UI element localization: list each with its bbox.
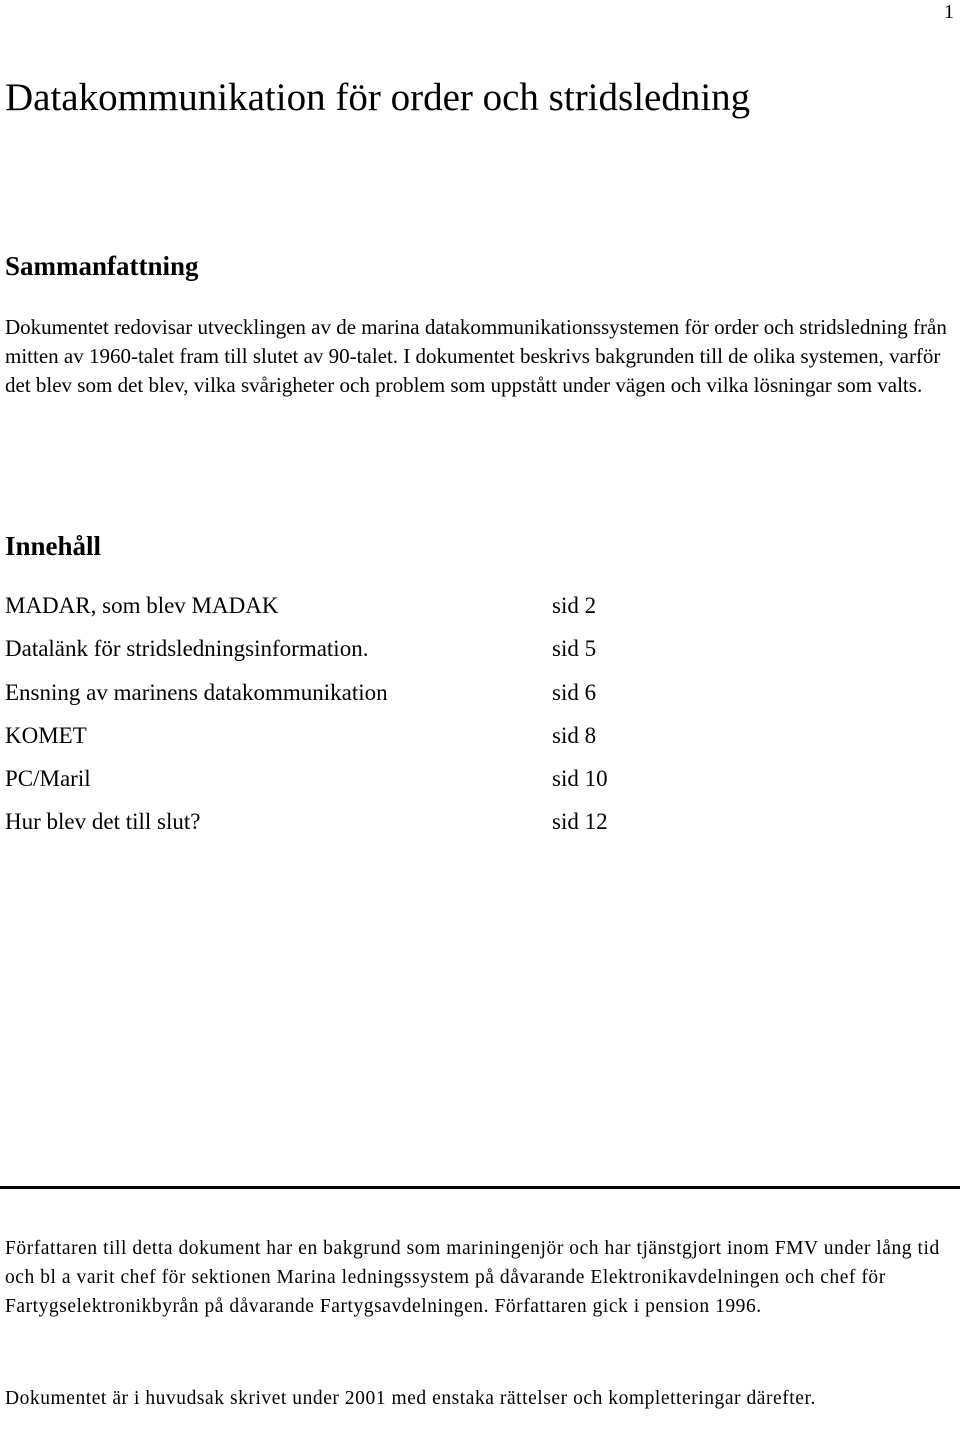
toc-entry-title: KOMET [5,722,87,748]
contents-heading: Innehåll [5,531,102,561]
author-note: Författaren till detta dokument har en bakgrund som mariningenjör och har tjänstgjort inom FMV under lång tid och bl a varit chef för sektionen Marina ledningssystem på dåvarande Elektronikavdelningen och chef för Fartygselektronikbyrån på dåvarande Fartygsavdelningen. Författaren gick i pension 1996. [5,1238,940,1317]
summary-heading: Sammanfattning [5,251,199,281]
toc-entry-page: sid 8 [552,722,597,748]
toc-entry-page: sid 12 [552,809,608,835]
toc-entry [5,804,705,847]
toc-entry [5,718,705,761]
footnote-separator [0,1186,960,1189]
toc-entry-page: sid 6 [552,679,597,705]
toc-entry [5,761,705,804]
toc-entry-page: sid 5 [552,636,597,662]
summary-text: Dokumentet redovisar utvecklingen av de marina datakommunikationssystemen för order och stridsledning från mitten av 1960-talet fram till slutet av 90-talet. I dokumentet beskrivs bakgrunden till de olika systemen, varför det blev som det blev, vilka svårigheter och problem som uppstått under vägen och vilka lösningar som valts. [5,315,947,397]
toc-entry-page: sid 2 [552,593,597,618]
document-title: Datakommunikation för order och stridsledning [5,76,751,119]
toc-entry-title: Datalänk för stridsledningsinformation. [5,636,369,662]
toc-entry-page: sid 10 [552,766,608,792]
toc-entry-title: Hur blev det till slut? [5,809,201,835]
toc-entry-title: PC/Maril [5,766,91,792]
toc-entry [5,631,705,674]
toc-entry [5,588,705,631]
toc-entry-title: Ensning av marinens datakommunikation [5,679,388,705]
toc-entry [5,675,705,718]
writing-note: Dokumentet är i huvudsak skrivet under 2001 med enstaka rättelser och kompletteringar därefter. [5,1388,816,1409]
page-number: 1 [944,1,954,23]
table-of-contents [5,588,705,848]
toc-entry-title: MADAR, som blev MADAK [5,593,279,618]
